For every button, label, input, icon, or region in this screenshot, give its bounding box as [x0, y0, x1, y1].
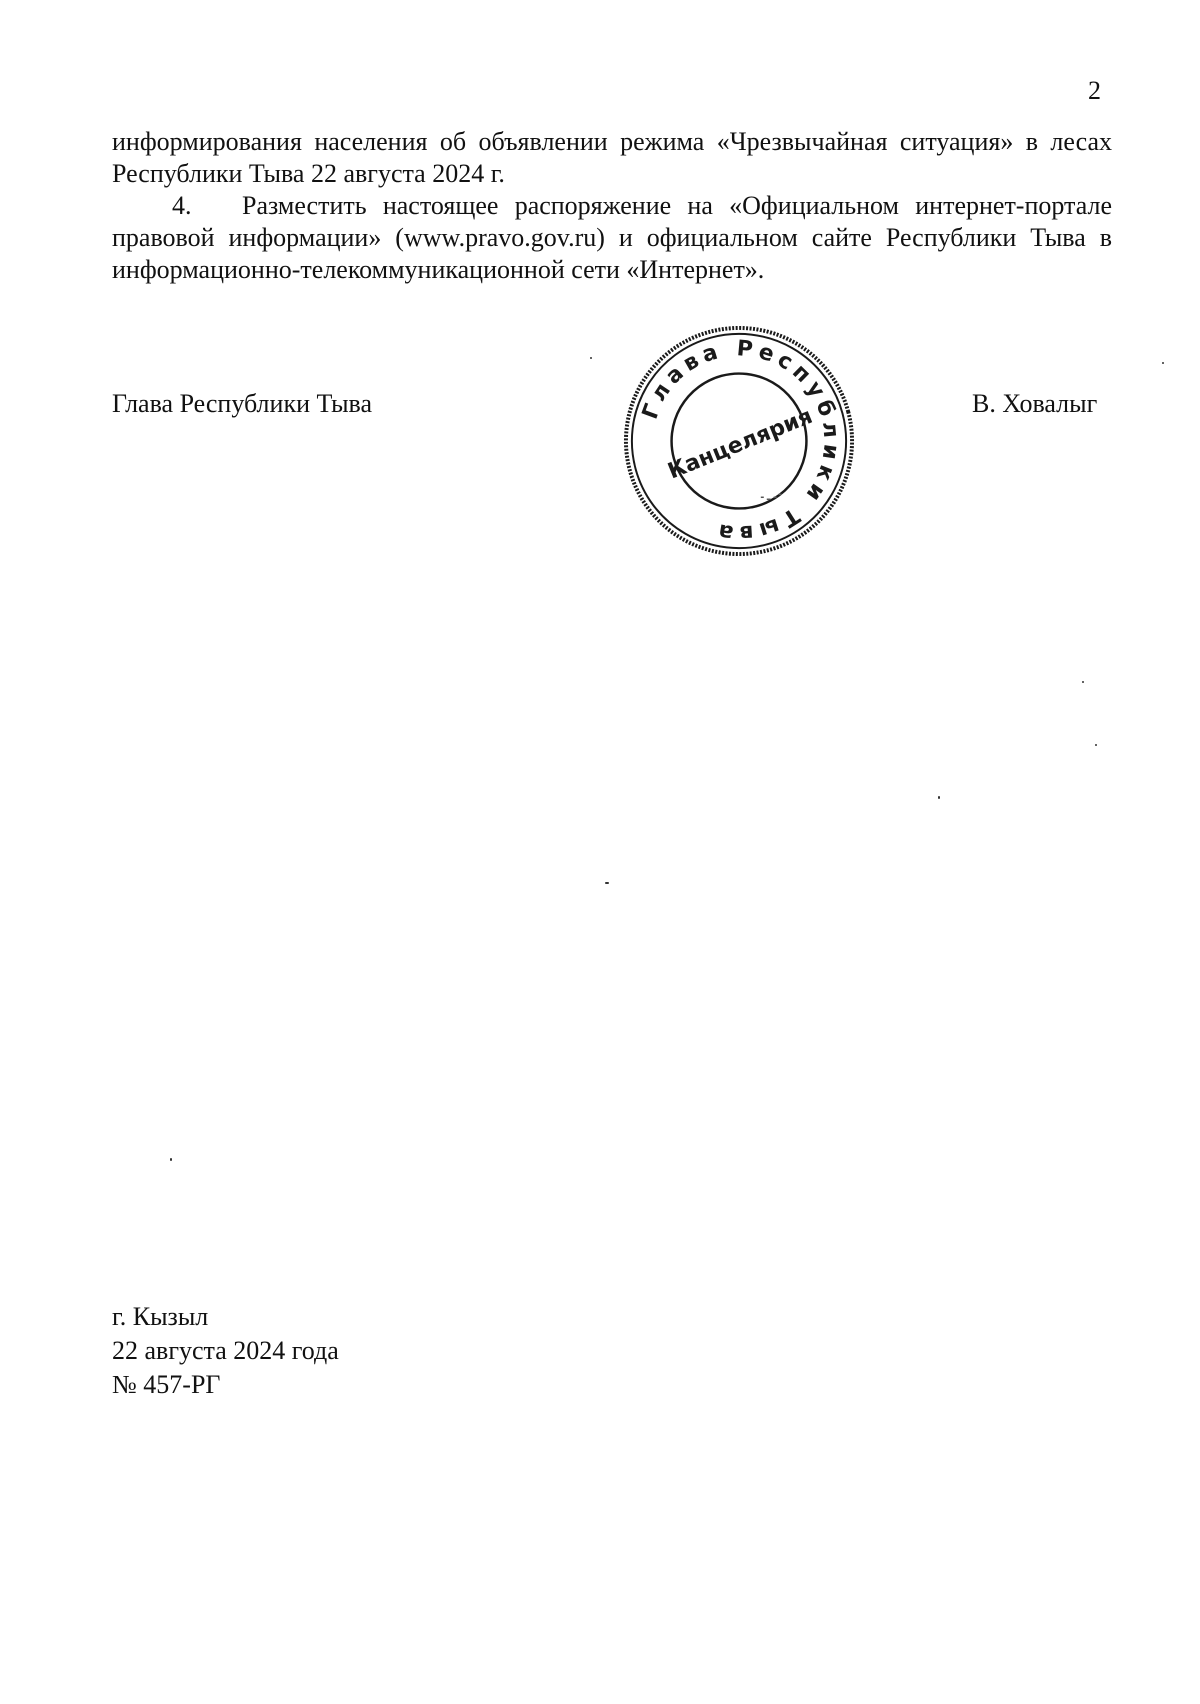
- footer-date: 22 августа 2024 года: [112, 1336, 339, 1365]
- paragraph-continuation: информирования населения об объявлении режима «Чрезвычайная ситуация» в лесах Республики Тыва 22 августа 2024 г.: [112, 127, 1112, 188]
- seal-center-text: Канцелярия: [664, 403, 817, 485]
- scan-speck: [1162, 362, 1164, 364]
- scan-speck: [590, 357, 592, 359]
- signer-name: В. Ховалыг: [972, 389, 1098, 418]
- item-4-text: Разместить настоящее распоряжение на «Официальном интернет-портале правовой информации» (www.pravo.gov.ru) и официальном сайте Республики Тыва в информационно-телекоммуникационной сети «Интернет».: [112, 191, 1112, 284]
- footer-city: г. Кызыл: [112, 1302, 209, 1331]
- paragraph-item-4: [112, 190, 1112, 286]
- item-number: 4.: [172, 191, 192, 220]
- scan-speck: [1082, 681, 1084, 683]
- footer-document-number: № 457-РГ: [112, 1370, 221, 1399]
- scan-speck: [605, 882, 609, 884]
- signer-title: Глава Республики Тыва: [112, 389, 373, 418]
- seal-ring-text: Глава Республики Тыва: [637, 336, 844, 546]
- page-number: 2: [1088, 76, 1101, 105]
- scan-speck: [938, 796, 940, 799]
- body-text: [112, 126, 1112, 286]
- scan-speck: [1095, 744, 1097, 746]
- scan-speck: [170, 1158, 172, 1161]
- document-footer: [112, 1300, 339, 1402]
- seal-graphic: [620, 322, 858, 560]
- official-seal-stamp: [620, 322, 858, 560]
